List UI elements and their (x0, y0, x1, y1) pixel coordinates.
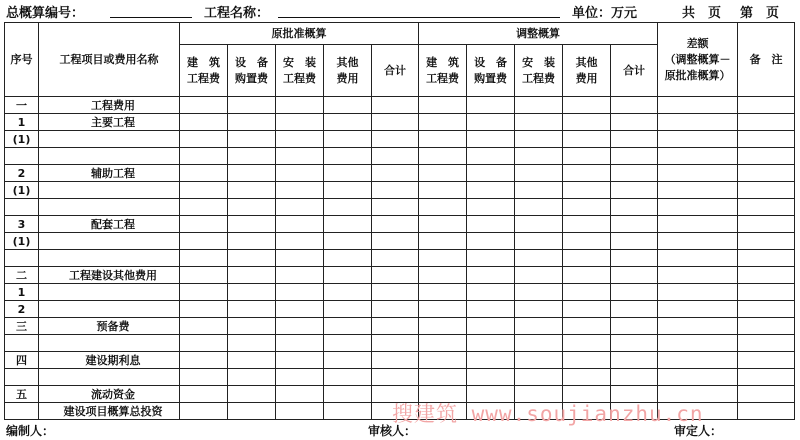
value-cell[interactable] (324, 97, 372, 114)
value-cell[interactable] (563, 199, 611, 216)
value-cell[interactable] (467, 318, 515, 335)
value-cell[interactable] (228, 250, 276, 267)
col-adj-total: 合计 (611, 45, 658, 97)
value-cell[interactable] (228, 233, 276, 250)
value-cell[interactable] (324, 318, 372, 335)
value-cell[interactable] (228, 199, 276, 216)
value-cell[interactable] (372, 352, 419, 369)
value-cell[interactable] (324, 165, 372, 182)
reviewed-by-label: 审核人： (368, 424, 417, 438)
value-cell[interactable] (738, 199, 795, 216)
value-cell[interactable] (515, 233, 563, 250)
project-name-field[interactable] (278, 17, 560, 18)
row-item-name: 建设期利息 (39, 352, 180, 369)
value-cell[interactable] (180, 216, 228, 233)
value-cell[interactable] (276, 233, 324, 250)
unit-label: 单位：万元 (572, 6, 638, 21)
value-cell[interactable] (324, 284, 372, 301)
value-cell[interactable] (372, 267, 419, 284)
table-row (5, 114, 795, 131)
value-cell[interactable] (324, 216, 372, 233)
value-cell[interactable] (324, 369, 372, 386)
col-orig-equipment: 设 备 购置费 (228, 45, 276, 97)
value-cell[interactable] (372, 199, 419, 216)
value-cell[interactable] (324, 352, 372, 369)
value-cell[interactable] (515, 97, 563, 114)
table-row (5, 148, 795, 165)
value-cell[interactable] (180, 352, 228, 369)
row-seq: 3 (5, 216, 39, 233)
value-cell[interactable] (180, 301, 228, 318)
value-cell[interactable] (563, 165, 611, 182)
table-row (5, 233, 795, 250)
table-row (5, 284, 795, 301)
page-number-label: 第 页 (740, 6, 780, 21)
value-cell[interactable] (515, 199, 563, 216)
value-cell[interactable] (324, 386, 372, 403)
value-cell[interactable] (467, 335, 515, 352)
table-row (5, 165, 795, 182)
value-cell[interactable] (180, 318, 228, 335)
value-cell[interactable] (228, 114, 276, 131)
row-seq: (1) (5, 182, 39, 199)
value-cell[interactable] (419, 148, 467, 165)
value-cell[interactable] (611, 233, 658, 250)
value-cell[interactable] (228, 386, 276, 403)
value-cell[interactable] (563, 148, 611, 165)
table-row (5, 182, 795, 199)
value-cell[interactable] (467, 148, 515, 165)
value-cell[interactable] (228, 131, 276, 148)
value-cell[interactable] (563, 131, 611, 148)
value-cell[interactable] (180, 148, 228, 165)
table-row (5, 301, 795, 318)
value-cell[interactable] (180, 131, 228, 148)
row-item-name: 工程费用 (39, 97, 180, 114)
value-cell[interactable] (563, 97, 611, 114)
col-orig-other: 其他 费用 (324, 45, 372, 97)
total-pages-label: 共 页 (682, 6, 722, 21)
row-item-name: 工程建设其他费用 (39, 267, 180, 284)
value-cell[interactable] (658, 182, 738, 199)
row-seq (5, 148, 39, 165)
value-cell[interactable] (419, 165, 467, 182)
value-cell[interactable] (658, 284, 738, 301)
value-cell[interactable] (738, 97, 795, 114)
value-cell[interactable] (738, 131, 795, 148)
value-cell[interactable] (419, 267, 467, 284)
value-cell[interactable] (515, 284, 563, 301)
value-cell[interactable] (419, 131, 467, 148)
value-cell[interactable] (419, 97, 467, 114)
row-item-name (39, 284, 180, 301)
value-cell[interactable] (658, 301, 738, 318)
general-no-label: 总概算编号： (6, 6, 85, 21)
value-cell[interactable] (467, 284, 515, 301)
value-cell[interactable] (515, 165, 563, 182)
value-cell[interactable] (372, 369, 419, 386)
value-cell[interactable] (515, 148, 563, 165)
value-cell[interactable] (738, 114, 795, 131)
row-seq: 2 (5, 165, 39, 182)
value-cell[interactable] (180, 97, 228, 114)
table-row (5, 352, 795, 369)
value-cell[interactable] (372, 335, 419, 352)
value-cell[interactable] (611, 301, 658, 318)
table-row (5, 335, 795, 352)
value-cell[interactable] (738, 233, 795, 250)
value-cell[interactable] (276, 284, 324, 301)
value-cell[interactable] (658, 250, 738, 267)
col-orig-total: 合计 (372, 45, 419, 97)
row-item-name (39, 148, 180, 165)
row-item-name (39, 199, 180, 216)
value-cell[interactable] (611, 267, 658, 284)
value-cell[interactable] (515, 369, 563, 386)
value-cell[interactable] (372, 216, 419, 233)
value-cell[interactable] (658, 148, 738, 165)
value-cell[interactable] (228, 165, 276, 182)
table-row (5, 199, 795, 216)
value-cell[interactable] (467, 352, 515, 369)
form-header (6, 2, 794, 22)
value-cell[interactable] (658, 114, 738, 131)
value-cell[interactable] (276, 148, 324, 165)
value-cell[interactable] (515, 318, 563, 335)
value-cell[interactable] (738, 250, 795, 267)
value-cell[interactable] (180, 182, 228, 199)
value-cell[interactable] (738, 216, 795, 233)
prepared-by-label: 编制人： (6, 424, 55, 438)
value-cell[interactable] (372, 131, 419, 148)
value-cell[interactable] (611, 216, 658, 233)
row-item-name (39, 335, 180, 352)
value-cell[interactable] (563, 216, 611, 233)
value-cell[interactable] (419, 352, 467, 369)
value-cell[interactable] (276, 216, 324, 233)
value-cell[interactable] (419, 182, 467, 199)
value-cell[interactable] (419, 216, 467, 233)
col-item-name: 工程项目或费用名称 (39, 23, 180, 97)
row-seq (5, 369, 39, 386)
value-cell[interactable] (738, 352, 795, 369)
value-cell[interactable] (324, 199, 372, 216)
col-orig-construction: 建 筑 工程费 (180, 45, 228, 97)
value-cell[interactable] (611, 182, 658, 199)
row-item-name: 主要工程 (39, 114, 180, 131)
value-cell[interactable] (515, 131, 563, 148)
value-cell[interactable] (611, 352, 658, 369)
value-cell[interactable] (738, 335, 795, 352)
value-cell[interactable] (324, 182, 372, 199)
value-cell[interactable] (658, 369, 738, 386)
value-cell[interactable] (180, 114, 228, 131)
value-cell[interactable] (467, 199, 515, 216)
row-seq: 一 (5, 97, 39, 114)
value-cell[interactable] (658, 216, 738, 233)
value-cell[interactable] (180, 233, 228, 250)
table-row (5, 97, 795, 114)
value-cell[interactable] (180, 369, 228, 386)
value-cell[interactable] (276, 352, 324, 369)
table-row (5, 250, 795, 267)
value-cell[interactable] (563, 318, 611, 335)
value-cell[interactable] (658, 97, 738, 114)
value-cell[interactable] (228, 318, 276, 335)
value-cell[interactable] (324, 148, 372, 165)
value-cell[interactable] (372, 165, 419, 182)
col-orig-installation: 安 装 工程费 (276, 45, 324, 97)
value-cell[interactable] (276, 318, 324, 335)
value-cell[interactable] (563, 352, 611, 369)
value-cell[interactable] (419, 114, 467, 131)
value-cell[interactable] (180, 267, 228, 284)
value-cell[interactable] (658, 318, 738, 335)
col-adj-installation: 安 装 工程费 (515, 45, 563, 97)
value-cell[interactable] (563, 250, 611, 267)
row-item-name (39, 301, 180, 318)
value-cell[interactable] (228, 301, 276, 318)
general-no-field[interactable] (110, 17, 192, 18)
value-cell[interactable] (738, 148, 795, 165)
col-seq: 序号 (5, 23, 39, 97)
value-cell[interactable] (372, 318, 419, 335)
row-item-name (39, 182, 180, 199)
table-row (5, 267, 795, 284)
value-cell[interactable] (658, 335, 738, 352)
value-cell[interactable] (372, 301, 419, 318)
row-item-name: 建设项目概算总投资 (39, 403, 180, 420)
table-row (5, 318, 795, 335)
value-cell[interactable] (324, 233, 372, 250)
col-adjusted-group: 调整概算 (419, 23, 658, 45)
value-cell[interactable] (180, 335, 228, 352)
value-cell[interactable] (276, 369, 324, 386)
row-seq: 三 (5, 318, 39, 335)
value-cell[interactable] (515, 114, 563, 131)
row-seq: (1) (5, 233, 39, 250)
value-cell[interactable] (324, 114, 372, 131)
value-cell[interactable] (228, 335, 276, 352)
value-cell[interactable] (738, 182, 795, 199)
value-cell[interactable] (372, 250, 419, 267)
value-cell[interactable] (228, 284, 276, 301)
value-cell[interactable] (180, 250, 228, 267)
row-item-name (39, 233, 180, 250)
row-item-name (39, 250, 180, 267)
col-difference: 差额 （调整概算－ 原批准概算） (658, 23, 738, 97)
row-item-name: 辅助工程 (39, 165, 180, 182)
value-cell[interactable] (515, 182, 563, 199)
row-seq (5, 250, 39, 267)
table-row (5, 369, 795, 386)
value-cell[interactable] (467, 216, 515, 233)
row-item-name (39, 369, 180, 386)
value-cell[interactable] (228, 369, 276, 386)
value-cell[interactable] (276, 97, 324, 114)
value-cell[interactable] (467, 301, 515, 318)
value-cell[interactable] (228, 216, 276, 233)
value-cell[interactable] (467, 131, 515, 148)
value-cell[interactable] (180, 199, 228, 216)
value-cell[interactable] (738, 369, 795, 386)
value-cell[interactable] (563, 114, 611, 131)
value-cell[interactable] (419, 301, 467, 318)
row-item-name: 流动资金 (39, 386, 180, 403)
value-cell[interactable] (276, 386, 324, 403)
value-cell[interactable] (419, 369, 467, 386)
value-cell[interactable] (228, 403, 276, 420)
value-cell[interactable] (658, 267, 738, 284)
value-cell[interactable] (372, 233, 419, 250)
value-cell[interactable] (180, 284, 228, 301)
value-cell[interactable] (611, 114, 658, 131)
value-cell[interactable] (276, 199, 324, 216)
value-cell[interactable] (324, 250, 372, 267)
col-adj-construction: 建 筑 工程费 (419, 45, 467, 97)
table-row (5, 216, 795, 233)
value-cell[interactable] (738, 318, 795, 335)
table-row (5, 131, 795, 148)
value-cell[interactable] (515, 352, 563, 369)
value-cell[interactable] (419, 284, 467, 301)
value-cell[interactable] (467, 165, 515, 182)
value-cell[interactable] (611, 97, 658, 114)
value-cell[interactable] (563, 301, 611, 318)
value-cell[interactable] (515, 335, 563, 352)
value-cell[interactable] (563, 335, 611, 352)
approved-by-label: 审定人： (674, 424, 723, 438)
value-cell[interactable] (276, 182, 324, 199)
value-cell[interactable] (276, 131, 324, 148)
value-cell[interactable] (372, 114, 419, 131)
watermark: 搜建筑 www.soujianzhu.cn (392, 402, 704, 426)
value-cell[interactable] (563, 233, 611, 250)
row-seq: 2 (5, 301, 39, 318)
value-cell[interactable] (515, 267, 563, 284)
value-cell[interactable] (276, 250, 324, 267)
value-cell[interactable] (324, 267, 372, 284)
value-cell[interactable] (738, 284, 795, 301)
value-cell[interactable] (228, 267, 276, 284)
value-cell[interactable] (611, 250, 658, 267)
col-remarks: 备 注 (738, 23, 795, 97)
value-cell[interactable] (324, 403, 372, 420)
value-cell[interactable] (324, 335, 372, 352)
value-cell[interactable] (611, 335, 658, 352)
value-cell[interactable] (372, 284, 419, 301)
row-seq: 二 (5, 267, 39, 284)
project-name-label: 工程名称： (204, 6, 270, 21)
value-cell[interactable] (563, 369, 611, 386)
form-footer (6, 422, 794, 438)
value-cell[interactable] (467, 182, 515, 199)
value-cell[interactable] (372, 182, 419, 199)
value-cell[interactable] (419, 318, 467, 335)
value-cell[interactable] (467, 250, 515, 267)
value-cell[interactable] (515, 216, 563, 233)
row-seq (5, 335, 39, 352)
value-cell[interactable] (611, 318, 658, 335)
value-cell[interactable] (611, 369, 658, 386)
value-cell[interactable] (324, 301, 372, 318)
value-cell[interactable] (180, 165, 228, 182)
value-cell[interactable] (738, 267, 795, 284)
value-cell[interactable] (419, 335, 467, 352)
row-seq: 五 (5, 386, 39, 403)
value-cell[interactable] (563, 182, 611, 199)
value-cell[interactable] (611, 284, 658, 301)
value-cell[interactable] (276, 403, 324, 420)
value-cell[interactable] (276, 301, 324, 318)
value-cell[interactable] (276, 267, 324, 284)
value-cell[interactable] (467, 114, 515, 131)
value-cell[interactable] (658, 165, 738, 182)
value-cell[interactable] (467, 369, 515, 386)
value-cell[interactable] (228, 182, 276, 199)
value-cell[interactable] (738, 301, 795, 318)
value-cell[interactable] (611, 165, 658, 182)
col-adj-other: 其他 费用 (563, 45, 611, 97)
value-cell[interactable] (467, 233, 515, 250)
value-cell[interactable] (738, 386, 795, 403)
col-original-group: 原批准概算 (180, 23, 419, 45)
value-cell[interactable] (563, 284, 611, 301)
value-cell[interactable] (276, 335, 324, 352)
row-seq: 1 (5, 284, 39, 301)
row-seq: 四 (5, 352, 39, 369)
row-item-name (39, 131, 180, 148)
row-seq (5, 403, 39, 420)
value-cell[interactable] (738, 403, 795, 420)
value-cell[interactable] (276, 165, 324, 182)
value-cell[interactable] (611, 199, 658, 216)
value-cell[interactable] (228, 148, 276, 165)
value-cell[interactable] (658, 352, 738, 369)
row-seq: (1) (5, 131, 39, 148)
value-cell[interactable] (563, 267, 611, 284)
value-cell[interactable] (372, 97, 419, 114)
value-cell[interactable] (324, 131, 372, 148)
value-cell[interactable] (658, 233, 738, 250)
value-cell[interactable] (419, 233, 467, 250)
row-item-name: 预备费 (39, 318, 180, 335)
value-cell[interactable] (228, 97, 276, 114)
estimate-table (4, 22, 795, 420)
value-cell[interactable] (372, 148, 419, 165)
value-cell[interactable] (611, 131, 658, 148)
value-cell[interactable] (658, 131, 738, 148)
value-cell[interactable] (419, 250, 467, 267)
value-cell[interactable] (611, 148, 658, 165)
value-cell[interactable] (180, 386, 228, 403)
value-cell[interactable] (228, 352, 276, 369)
value-cell[interactable] (276, 114, 324, 131)
row-seq (5, 199, 39, 216)
value-cell[interactable] (738, 165, 795, 182)
col-adj-equipment: 设 备 购置费 (467, 45, 515, 97)
value-cell[interactable] (515, 301, 563, 318)
value-cell[interactable] (180, 403, 228, 420)
value-cell[interactable] (467, 97, 515, 114)
value-cell[interactable] (419, 199, 467, 216)
row-item-name: 配套工程 (39, 216, 180, 233)
row-seq: 1 (5, 114, 39, 131)
value-cell[interactable] (467, 267, 515, 284)
value-cell[interactable] (515, 250, 563, 267)
value-cell[interactable] (658, 199, 738, 216)
